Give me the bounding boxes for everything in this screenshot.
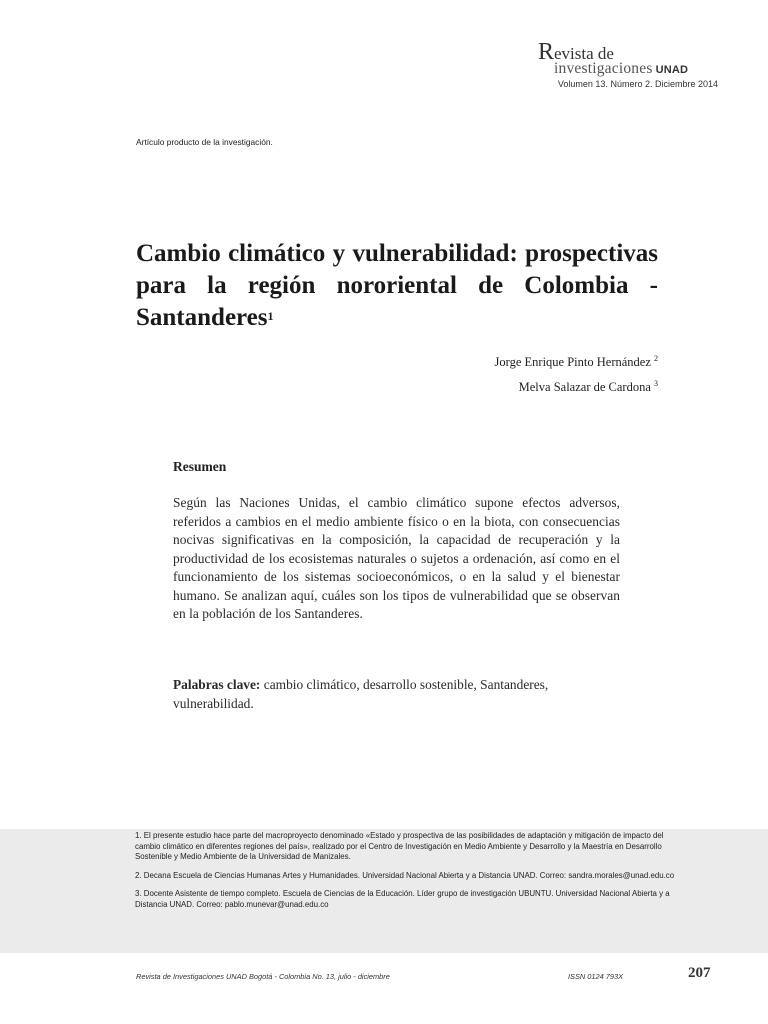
journal-name-rest: evista de [554,44,614,63]
footnote: 1. El presente estudio hace parte del macroproyecto denominado «Estado y prospectiva de las posibilidades de adaptación y mitigación de impacto del cambio climático en diferentes regiones del país», realizado por el Centro de Investigación en Medio Ambiente y Desarrollo y la Maestría en Desarrollo Sostenible y Medio Ambiente de la Universidad de Manizales. [135,831,664,862]
author [495,348,658,373]
author-footnote-mark: 3 [654,379,658,389]
journal-subtitle: investigaciones [554,60,653,77]
footer-issn: ISSN 0124 793X [568,972,624,981]
author [495,373,658,398]
journal-unad: UNAD [655,64,689,76]
article-title-text: Cambio climático y vulnerabilidad: prospectivas para la región nororiental de Colombia - Santanderes [136,240,658,331]
keywords-text: cambio climático, desarrollo sostenible, Santanderes, vulnerabilidad. [173,677,549,711]
journal-initial: R [538,39,555,65]
article-title [136,238,658,334]
journal-issue: Volumen 13. Número 2. Diciembre 2014 [557,79,718,89]
author-footnote-mark: 2 [654,354,658,363]
author-name: Melva Salazar de Cardona [518,380,651,395]
page-number: 207 [688,965,711,981]
journal-brand [538,39,718,89]
title-footnote-mark: 1 [267,309,274,323]
footnote: 2. Decana Escuela de Ciencias Humanas Artes y Humanidades. Universidad Nacional Abierta y a Distancia UNAD. Correo: sandra.morales@unad.edu.co [135,870,675,880]
footnote: 3. Docente Asistente de tiempo completo. Escuela de Ciencias de la Educación. Líder grupo de investigación UBUNTU. Universidad Nacional Abierta y a Distancia UNAD. Correo: pablo.munevar@unad.edu.co [135,889,670,909]
keywords [173,676,620,713]
footer-journal-reference: Revista de Investigaciones UNAD Bogotá - Colombia No. 13, julio - diciembre [136,972,390,981]
abstract-body: Según las Naciones Unidas, el cambio climático supone efectos adversos, referidos a cambios en el medio ambiente físico o en la biota, con consecuencias nocivas significativas en la composición, la capacidad de recuperación y la productividad de los ecosistemas naturales o sujetos a ordenación, así como en el funcionamiento de los sistemas socioeconómicos, o en la salud y el bienestar humano. Se analizan aquí, cuáles son los tipos de vulnerabilidad que se observan en la población de los Santanderes. [173,495,620,621]
abstract-heading: Resumen [173,459,227,474]
footnotes-section [0,829,768,953]
keywords-label: Palabras clave: [173,677,261,692]
author-name: Jorge Enrique Pinto Hernández [494,355,651,370]
author-list [495,348,658,398]
journal-name-line2 [538,62,718,77]
article-type: Artículo producto de la investigación. [136,137,273,147]
